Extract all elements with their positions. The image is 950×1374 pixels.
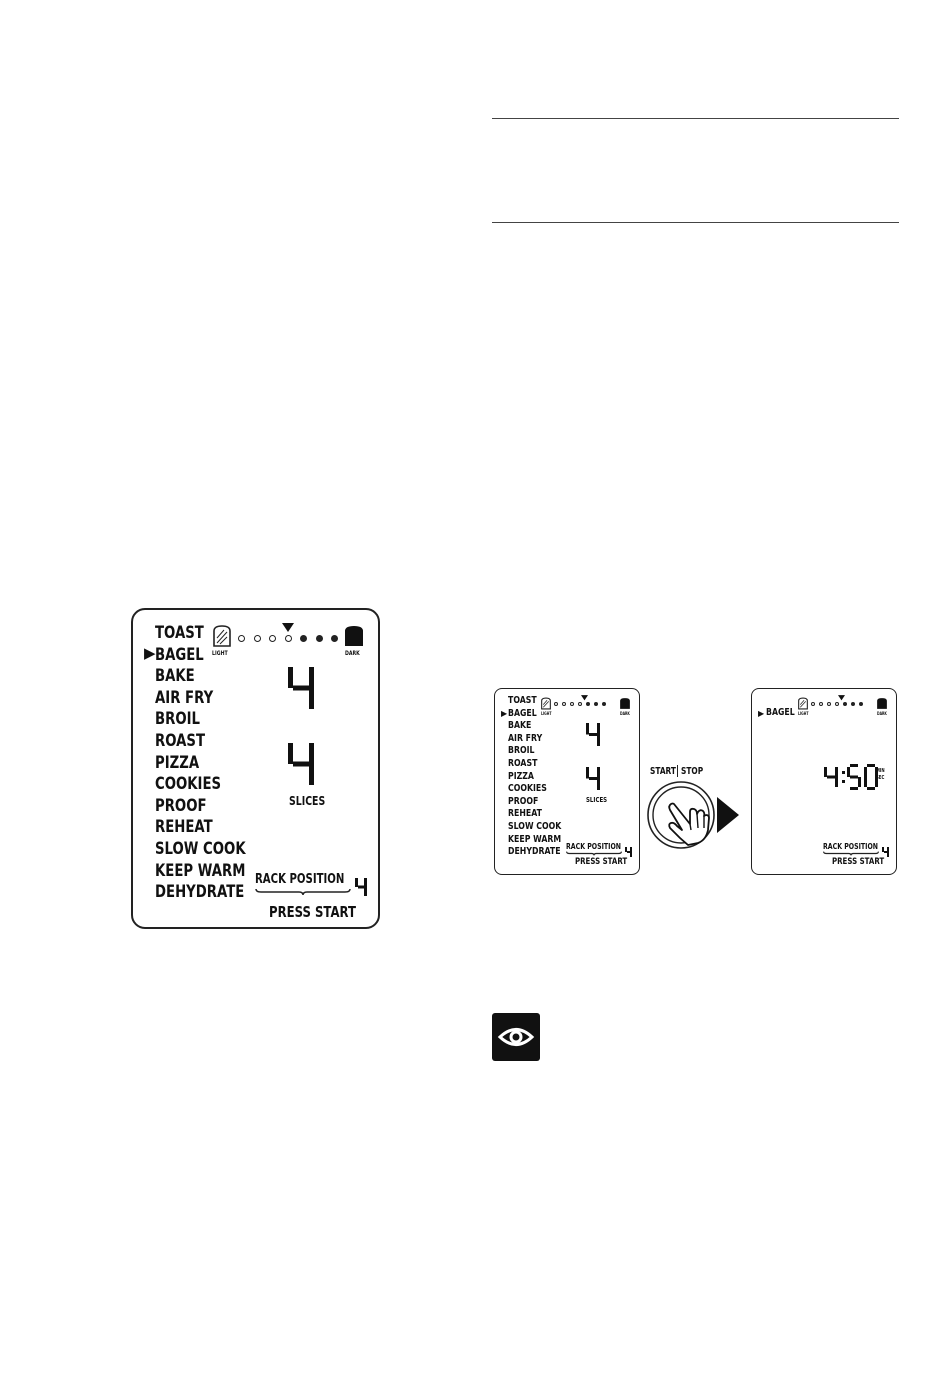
- shade-level-dot: [285, 635, 292, 642]
- menu-item-roast: ROAST: [155, 731, 205, 751]
- rack-position-label: RACK POSITION: [255, 872, 345, 887]
- shade-level-dot: [570, 702, 574, 706]
- menu-item-small-slow-cook: SLOW COOK: [508, 821, 562, 832]
- hand-press-icon: [660, 790, 716, 846]
- menu-item-small-bagel: BAGEL: [508, 707, 537, 719]
- dark-label-small: DARK: [620, 711, 630, 716]
- shade-level-dot: [843, 702, 847, 706]
- slices-digit-small: [586, 764, 600, 797]
- shade-level-dot: [602, 702, 606, 706]
- rack-brace-icon-small: [566, 851, 622, 856]
- menu-item-small-roast: ROAST: [508, 758, 538, 769]
- light-toast-icon-small: [540, 697, 552, 710]
- shade-marker-icon: [282, 623, 294, 633]
- menu-item-bake: BAKE: [155, 666, 195, 687]
- shade-level-dot: [827, 702, 831, 706]
- menu-item-pizza: PIZZA: [155, 752, 200, 773]
- shade-level-dot: [835, 702, 839, 706]
- dark-toast-icon: [343, 624, 365, 648]
- menu-item-small-reheat: REHEAT: [508, 808, 542, 820]
- light-toast-icon: [211, 624, 233, 648]
- slices-digit: [288, 738, 314, 794]
- rack-position-label-small: RACK POSITION: [566, 842, 622, 851]
- control-panel-display: [131, 608, 380, 929]
- unit-sec-label: SEC: [876, 775, 885, 781]
- menu-item-broil: BROIL: [155, 709, 200, 730]
- dark-toast-icon-small: [619, 697, 631, 710]
- shade-level-dot: [586, 702, 590, 706]
- menu-item-small-toast: TOAST: [508, 695, 537, 706]
- rack-brace-icon: [255, 888, 351, 896]
- light-label-right: LIGHT: [798, 711, 809, 716]
- menu-item-bagel: BAGEL: [766, 707, 795, 718]
- rack-position-label-right: RACK POSITION: [823, 842, 879, 851]
- shade-level-dot: [594, 702, 598, 706]
- menu-item-dehydrate: DEHYDRATE: [155, 882, 245, 903]
- control-panel-display-after: [751, 688, 897, 875]
- light-label: LIGHT: [212, 650, 228, 657]
- shade-level-dot: [851, 702, 855, 706]
- menu-item-keep-warm: KEEP WARM: [155, 860, 246, 881]
- shade-level-dot: [554, 702, 558, 706]
- shade-level-dot: [316, 635, 323, 642]
- darkness-digit: [288, 662, 314, 718]
- shade-level-dot: [859, 702, 863, 706]
- slices-label-small: SLICES: [586, 796, 608, 804]
- menu-item-small-keep-warm: KEEP WARM: [508, 833, 562, 845]
- menu-item-reheat: REHEAT: [155, 817, 213, 838]
- start-label: START: [650, 766, 676, 777]
- eye-icon: [492, 1013, 540, 1061]
- shade-level-dot: [819, 702, 823, 706]
- shade-level-dot: [331, 635, 338, 642]
- menu-item-small-broil: BROIL: [508, 745, 535, 757]
- slices-label: SLICES: [289, 794, 326, 808]
- shade-marker-icon-small: [581, 695, 588, 701]
- menu-item-bagel: BAGEL: [155, 644, 204, 665]
- press-start-label: PRESS START: [269, 903, 357, 921]
- shade-level-dot: [238, 635, 245, 642]
- shade-level-dot: [562, 702, 566, 706]
- dark-label: DARK: [345, 650, 360, 657]
- menu-item-small-air-fry: AIR FRY: [508, 732, 543, 744]
- menu-item-slow-cook: SLOW COOK: [155, 839, 246, 859]
- divider-top: [492, 118, 899, 119]
- shade-marker-icon-right: [838, 695, 845, 701]
- menu-item-toast: TOAST: [155, 623, 204, 643]
- menu-item-small-proof: PROOF: [508, 795, 539, 807]
- shade-level-dot: [300, 635, 307, 642]
- divider-bottom: [492, 222, 899, 223]
- eye-icon-box: [492, 1013, 540, 1061]
- menu-item-small-pizza: PIZZA: [508, 770, 534, 782]
- shade-level-dot: [578, 702, 582, 706]
- dark-label-right: DARK: [877, 711, 887, 716]
- menu-item-cookies: COOKIES: [155, 774, 222, 795]
- shade-level-dot: [269, 635, 276, 642]
- stop-label: STOP: [681, 766, 704, 777]
- selection-pointer-icon: ▶: [144, 644, 156, 662]
- light-toast-icon-right: [797, 697, 809, 710]
- start-stop-separator: [677, 765, 678, 777]
- selection-pointer-icon-small: ▶: [501, 709, 508, 718]
- darkness-digit-small: [586, 720, 600, 753]
- menu-item-small-cookies: COOKIES: [508, 783, 547, 795]
- light-label-small: LIGHT: [541, 711, 552, 716]
- menu-item-proof: PROOF: [155, 795, 207, 816]
- control-panel-display-before: [494, 688, 640, 875]
- right-arrow-icon: [717, 797, 739, 833]
- press-start-label-right: PRESS START: [832, 857, 885, 867]
- shade-level-dot: [254, 635, 261, 642]
- unit-min-label: MIN: [876, 768, 885, 774]
- menu-item-air-fry: AIR FRY: [155, 687, 214, 708]
- menu-item-small-bake: BAKE: [508, 720, 532, 732]
- rack-brace-icon-right: [823, 851, 879, 856]
- shade-level-dot: [811, 702, 815, 706]
- dark-toast-icon-right: [876, 697, 888, 710]
- rack-position-digit: [355, 875, 367, 903]
- selection-pointer-icon-right: ▶: [758, 709, 765, 718]
- press-start-label-small: PRESS START: [575, 857, 628, 867]
- menu-item-small-dehydrate: DEHYDRATE: [508, 846, 561, 858]
